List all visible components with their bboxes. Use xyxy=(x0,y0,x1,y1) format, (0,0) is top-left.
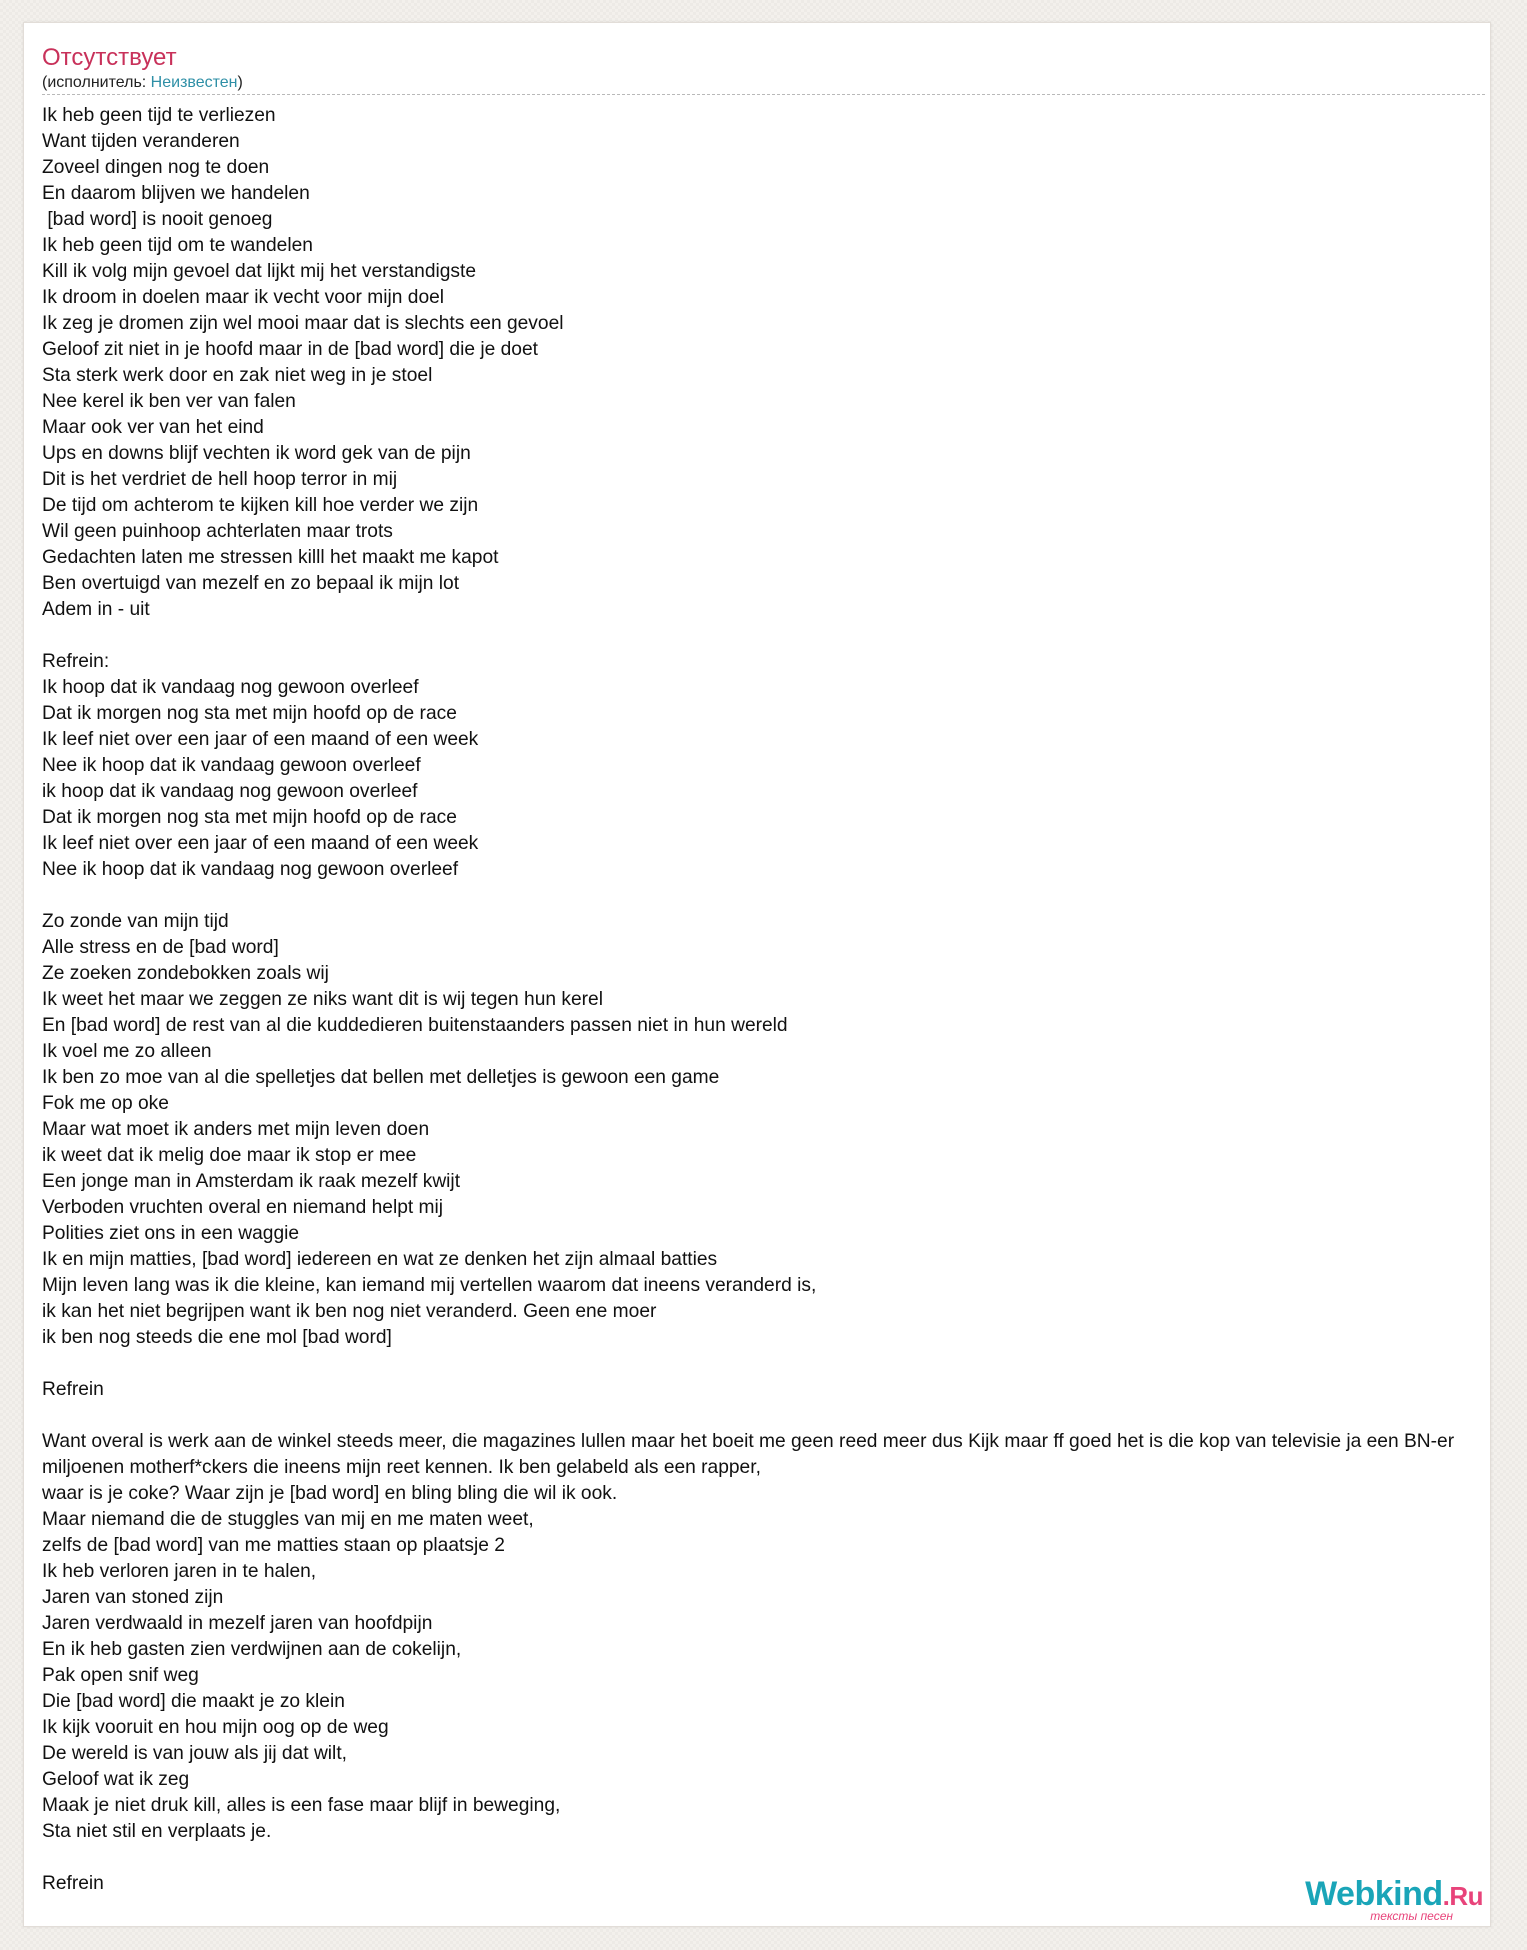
lyric-blank-line xyxy=(42,1351,1491,1377)
lyric-line: Geloof wat ik zeg xyxy=(42,1769,190,1790)
lyric-line: Ik zeg je dromen zijn wel mooi maar dat is slechts een gevoel xyxy=(42,313,564,334)
lyric-line: Jaren van stoned zijn xyxy=(42,1587,224,1608)
lyric-line: Maar ook ver van het eind xyxy=(42,417,264,438)
lyric-line: ik ben nog steeds die ene mol [bad word] xyxy=(42,1327,392,1348)
lyric-line: Want overal is werk aan de winkel steeds meer, die magazines lullen maar het boeit me geen reed meer dus Kijk maar ff goed het is die kop van televisie ja een BN-er xyxy=(42,1431,1455,1452)
lyric-line: Ik ben zo moe van al die spelletjes dat bellen met delletjes is gewoon een game xyxy=(42,1067,720,1088)
logo-tld: .Ru xyxy=(1442,1881,1483,1911)
lyric-blank-line xyxy=(42,883,1491,909)
lyric-line: Polities ziet ons in een waggie xyxy=(42,1223,300,1244)
artist-line xyxy=(42,73,243,93)
lyric-blank-line xyxy=(42,1403,1491,1429)
lyric-line: Gedachten laten me stressen killl het maakt me kapot xyxy=(42,547,499,568)
artist-prefix: (исполнитель: xyxy=(42,74,151,91)
logo-tagline: тексты песен xyxy=(1370,1909,1453,1923)
lyric-line: Sta sterk werk door en zak niet weg in je stoel xyxy=(42,365,433,386)
lyric-line: Adem in - uit xyxy=(42,599,150,620)
lyric-line: Zo zonde van mijn tijd xyxy=(42,911,229,932)
lyric-line: Een jonge man in Amsterdam ik raak mezelf kwijt xyxy=(42,1171,461,1192)
lyric-line: Kill ik volg mijn gevoel dat lijkt mij het verstandigste xyxy=(42,261,477,282)
site-logo[interactable] xyxy=(1283,1874,1483,1924)
lyric-blank-line xyxy=(42,1845,1491,1871)
lyric-line: [bad word] is nooit genoeg xyxy=(42,209,273,230)
lyric-line: Geloof zit niet in je hoofd maar in de [bad word] die je doet xyxy=(42,339,538,360)
lyric-line: Mijn leven lang was ik die kleine, kan iemand mij vertellen waarom dat ineens veranderd is, xyxy=(42,1275,817,1296)
lyric-line: Ik droom in doelen maar ik vecht voor mijn doel xyxy=(42,287,445,308)
lyric-line: Ik hoop dat ik vandaag nog gewoon overleef xyxy=(42,677,419,698)
lyric-line: Ze zoeken zondebokken zoals wij xyxy=(42,963,329,984)
lyric-line: Wil geen puinhoop achterlaten maar trots xyxy=(42,521,393,542)
lyric-line: zelfs de [bad word] van me matties staan op plaatsje 2 xyxy=(42,1535,505,1556)
song-title: Отсутствует xyxy=(42,44,177,71)
lyric-line: ik kan het niet begrijpen want ik ben nog niet veranderd. Geen ene moer xyxy=(42,1301,657,1322)
lyric-line: Ik voel me zo alleen xyxy=(42,1041,212,1062)
lyric-line: Nee ik hoop dat ik vandaag gewoon overleef xyxy=(42,755,421,776)
lyric-line: Verboden vruchten overal en niemand helpt mij xyxy=(42,1197,444,1218)
lyric-line: Maar wat moet ik anders met mijn leven doen xyxy=(42,1119,430,1140)
lyric-line: Ik heb geen tijd te verliezen xyxy=(42,105,276,126)
lyrics-text xyxy=(42,103,1491,1897)
lyric-line: Sta niet stil en verplaats je. xyxy=(42,1821,272,1842)
lyric-line: Ik heb verloren jaren in te halen, xyxy=(42,1561,317,1582)
lyric-line: En ik heb gasten zien verdwijnen aan de cokelijn, xyxy=(42,1639,462,1660)
lyric-line: Ben overtuigd van mezelf en zo bepaal ik mijn lot xyxy=(42,573,460,594)
lyric-line: Die [bad word] die maakt je zo klein xyxy=(42,1691,345,1712)
lyric-line: Refrein: xyxy=(42,651,110,672)
lyric-line: Ik en mijn matties, [bad word] iedereen en wat ze denken het zijn almaal batties xyxy=(42,1249,718,1270)
lyric-line: Ik leef niet over een jaar of een maand of een week xyxy=(42,833,479,854)
artist-link[interactable]: Неизвестен xyxy=(150,74,238,91)
lyric-line: En [bad word] de rest van al die kuddedieren buitenstaanders passen niet in hun wereld xyxy=(42,1015,788,1036)
lyric-line: Refrein xyxy=(42,1379,104,1400)
lyric-line: De wereld is van jouw als jij dat wilt, xyxy=(42,1743,347,1764)
lyric-line: De tijd om achterom te kijken kill hoe verder we zijn xyxy=(42,495,479,516)
lyric-line: Nee kerel ik ben ver van falen xyxy=(42,391,296,412)
lyric-line: Jaren verdwaald in mezelf jaren van hoofdpijn xyxy=(42,1613,433,1634)
lyric-line: Ik heb geen tijd om te wandelen xyxy=(42,235,313,256)
lyric-line: Dit is het verdriet de hell hoop terror in mij xyxy=(42,469,398,490)
lyric-line: Ik weet het maar we zeggen ze niks want dit is wij tegen hun kerel xyxy=(42,989,603,1010)
lyric-line: En daarom blijven we handelen xyxy=(42,183,310,204)
lyrics-card xyxy=(23,22,1491,1927)
artist-suffix: ) xyxy=(237,74,243,91)
lyric-line: Want tijden veranderen xyxy=(42,131,240,152)
lyric-line: Ik kijk vooruit en hou mijn oog op de weg xyxy=(42,1717,389,1738)
lyric-line: Pak open snif weg xyxy=(42,1665,199,1686)
lyric-line: Fok me op oke xyxy=(42,1093,169,1114)
lyric-line: ik hoop dat ik vandaag nog gewoon overleef xyxy=(42,781,418,802)
lyric-line: Ik leef niet over een jaar of een maand of een week xyxy=(42,729,479,750)
lyric-line: Dat ik morgen nog sta met mijn hoofd op de race xyxy=(42,807,457,828)
logo-brand: Webkind xyxy=(1305,1875,1443,1913)
lyric-line: Ups en downs blijf vechten ik word gek van de pijn xyxy=(42,443,471,464)
lyric-line: Maar niemand die de stuggles van mij en me maten weet, xyxy=(42,1509,534,1530)
lyric-line: Nee ik hoop dat ik vandaag nog gewoon overleef xyxy=(42,859,459,880)
lyric-line: waar is je coke? Waar zijn je [bad word] en bling bling die wil ik ook. xyxy=(42,1483,618,1504)
lyric-line: Dat ik morgen nog sta met mijn hoofd op de race xyxy=(42,703,457,724)
lyric-line: miljoenen motherf*ckers die ineens mijn reet kennen. Ik ben gelabeld als een rapper, xyxy=(42,1457,761,1478)
lyric-line: Zoveel dingen nog te doen xyxy=(42,157,270,178)
lyric-blank-line xyxy=(42,623,1491,649)
lyric-line: Refrein xyxy=(42,1873,104,1894)
title-divider xyxy=(42,94,1485,95)
lyric-line: Alle stress en de [bad word] xyxy=(42,937,279,958)
lyric-line: Maak je niet druk kill, alles is een fase maar blijf in beweging, xyxy=(42,1795,561,1816)
lyric-line: ik weet dat ik melig doe maar ik stop er mee xyxy=(42,1145,417,1166)
